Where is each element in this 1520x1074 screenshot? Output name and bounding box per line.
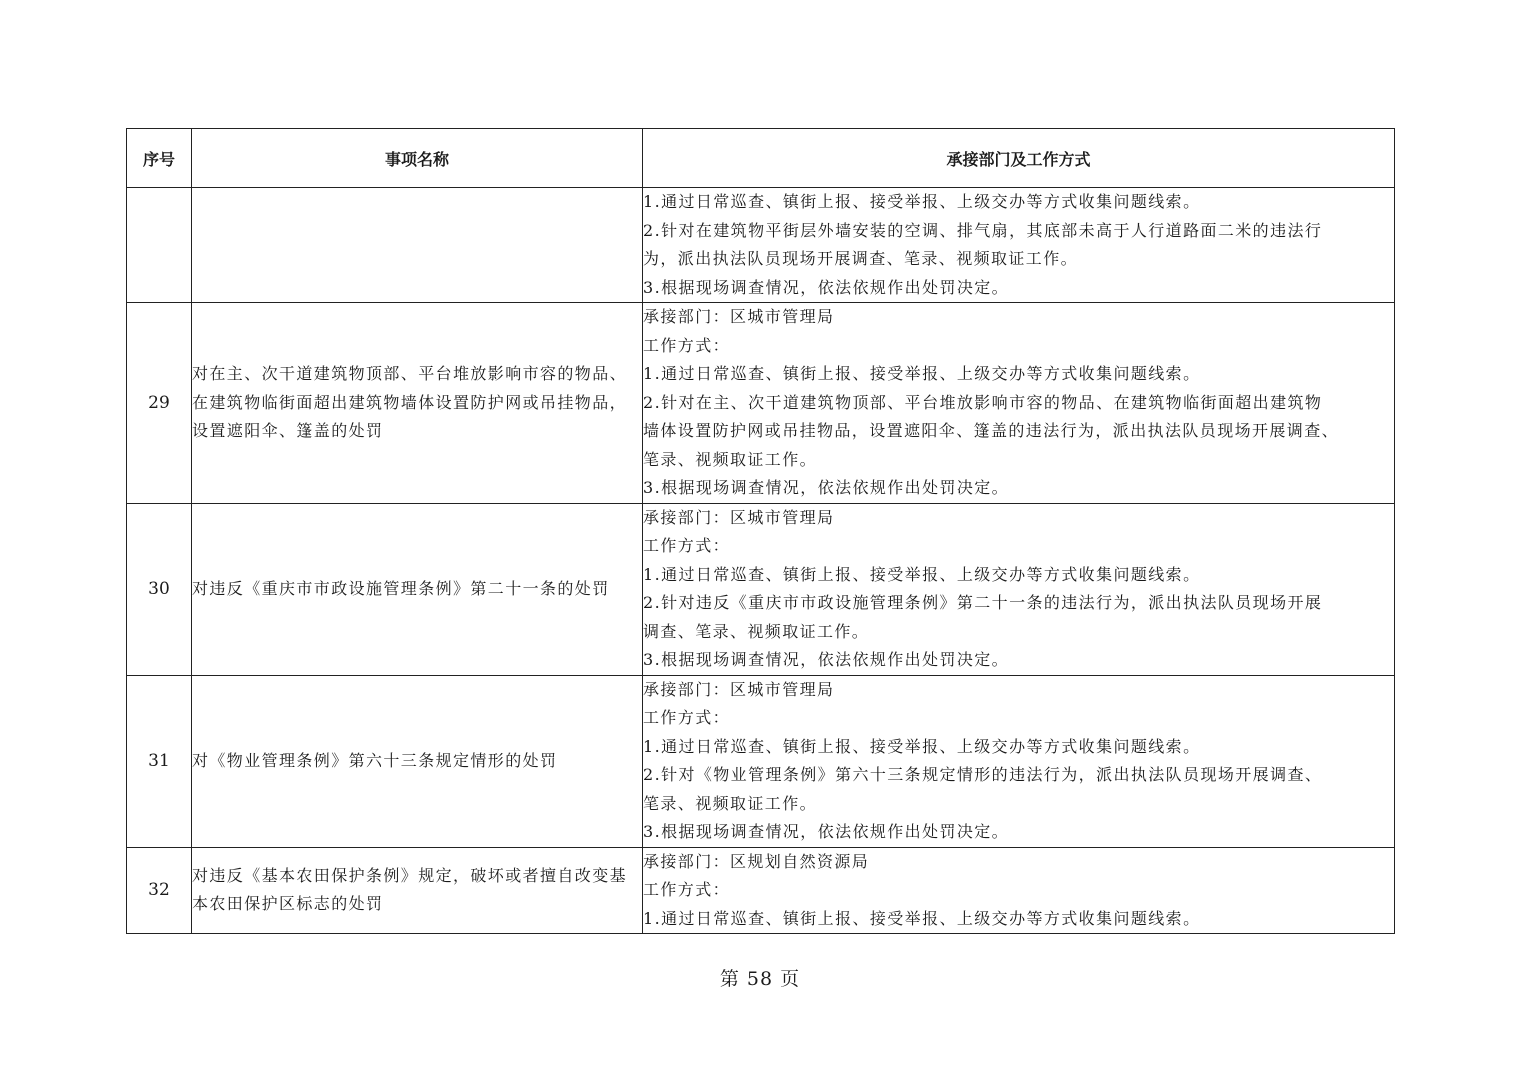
table-header-row: [127, 129, 1395, 188]
dept-line: 2.针对在主、次干道建筑物顶部、平台堆放影响市容的物品、在建筑物临街面超出建筑物: [643, 392, 1323, 412]
dept-line: 1.通过日常巡查、镇街上报、接受举报、上级交办等方式收集问题线索。: [643, 564, 1201, 584]
serial-cell: 30: [127, 503, 192, 675]
dept-line: 工作方式：: [643, 708, 731, 727]
header-department-method: 承接部门及工作方式: [643, 129, 1395, 188]
department-method-cell: [643, 503, 1395, 675]
matter-name-cell: [192, 188, 643, 303]
dept-line: 2.针对《物业管理条例》第六十三条规定情形的违法行为，派出执法队员现场开展调查、: [643, 765, 1323, 784]
department-method-cell: [643, 303, 1395, 504]
department-method-cell: [643, 847, 1395, 934]
department-method-cell: [643, 675, 1395, 847]
dept-line: 承接部门：区城市管理局: [643, 679, 835, 699]
serial-cell: 32: [127, 847, 192, 934]
dept-line: 承接部门：区城市管理局: [643, 307, 835, 326]
dept-line: 工作方式：: [643, 536, 731, 555]
serial-cell: [127, 188, 192, 303]
dept-line: 2.针对违反《重庆市市政设施管理条例》第二十一条的违法行为，派出执法队员现场开展: [643, 593, 1323, 612]
serial-cell: 31: [127, 675, 192, 847]
dept-line: 调查、笔录、视频取证工作。: [643, 621, 870, 641]
matter-name-cell: 对《物业管理条例》第六十三条规定情形的处罚: [192, 675, 643, 847]
dept-line: 3.根据现场调查情况，依法依规作出处罚决定。: [643, 822, 1010, 841]
dept-line: 1.通过日常巡查、镇街上报、接受举报、上级交办等方式收集问题线索。: [643, 908, 1201, 928]
matters-table: [126, 128, 1395, 934]
table-row: [127, 847, 1395, 934]
page-number: 第 58 页: [719, 968, 801, 990]
dept-line: 3.根据现场调查情况，依法依规作出处罚决定。: [643, 277, 1010, 297]
dept-line: 2.针对在建筑物平街层外墙安装的空调、排气扇，其底部未高于人行道路面二米的违法行: [643, 220, 1323, 240]
dept-line: 1.通过日常巡查、镇街上报、接受举报、上级交办等方式收集问题线索。: [643, 364, 1201, 383]
table-row: [127, 303, 1395, 504]
dept-line: 3.根据现场调查情况，依法依规作出处罚决定。: [643, 478, 1010, 497]
matter-name-cell: 对违反《重庆市市政设施管理条例》第二十一条的处罚: [192, 503, 643, 675]
dept-line: 1.通过日常巡查、镇街上报、接受举报、上级交办等方式收集问题线索。: [643, 736, 1201, 756]
department-method-cell: [643, 188, 1395, 303]
dept-line: 工作方式：: [643, 335, 731, 355]
matter-name-cell: 对在主、次干道建筑物顶部、平台堆放影响市容的物品、在建筑物临街面超出建筑物墙体设置防护网或吊挂物品，设置遮阳伞、篷盖的处罚: [192, 303, 643, 504]
table-row: [127, 503, 1395, 675]
header-matter-name: 事项名称: [192, 129, 643, 188]
dept-line: 承接部门：区城市管理局: [643, 507, 835, 527]
dept-line: 3.根据现场调查情况，依法依规作出处罚决定。: [643, 650, 1010, 669]
table-row: [127, 188, 1395, 303]
dept-line: 笔录、视频取证工作。: [643, 449, 818, 469]
table-row: [127, 675, 1395, 847]
dept-line: 为，派出执法队员现场开展调查、笔录、视频取证工作。: [643, 249, 1079, 268]
dept-line: 工作方式：: [643, 880, 731, 899]
header-serial-number: 序号: [127, 129, 192, 188]
matter-name-cell: 对违反《基本农田保护条例》规定，破坏或者擅自改变基本农田保护区标志的处罚: [192, 847, 643, 934]
dept-line: 笔录、视频取证工作。: [643, 793, 818, 813]
dept-line: 1.通过日常巡查、镇街上报、接受举报、上级交办等方式收集问题线索。: [643, 192, 1201, 211]
dept-line: 墙体设置防护网或吊挂物品，设置遮阳伞、篷盖的违法行为，派出执法队员现场开展调查、: [643, 421, 1340, 440]
serial-cell: 29: [127, 303, 192, 504]
dept-line: 承接部门：区规划自然资源局: [643, 851, 870, 871]
